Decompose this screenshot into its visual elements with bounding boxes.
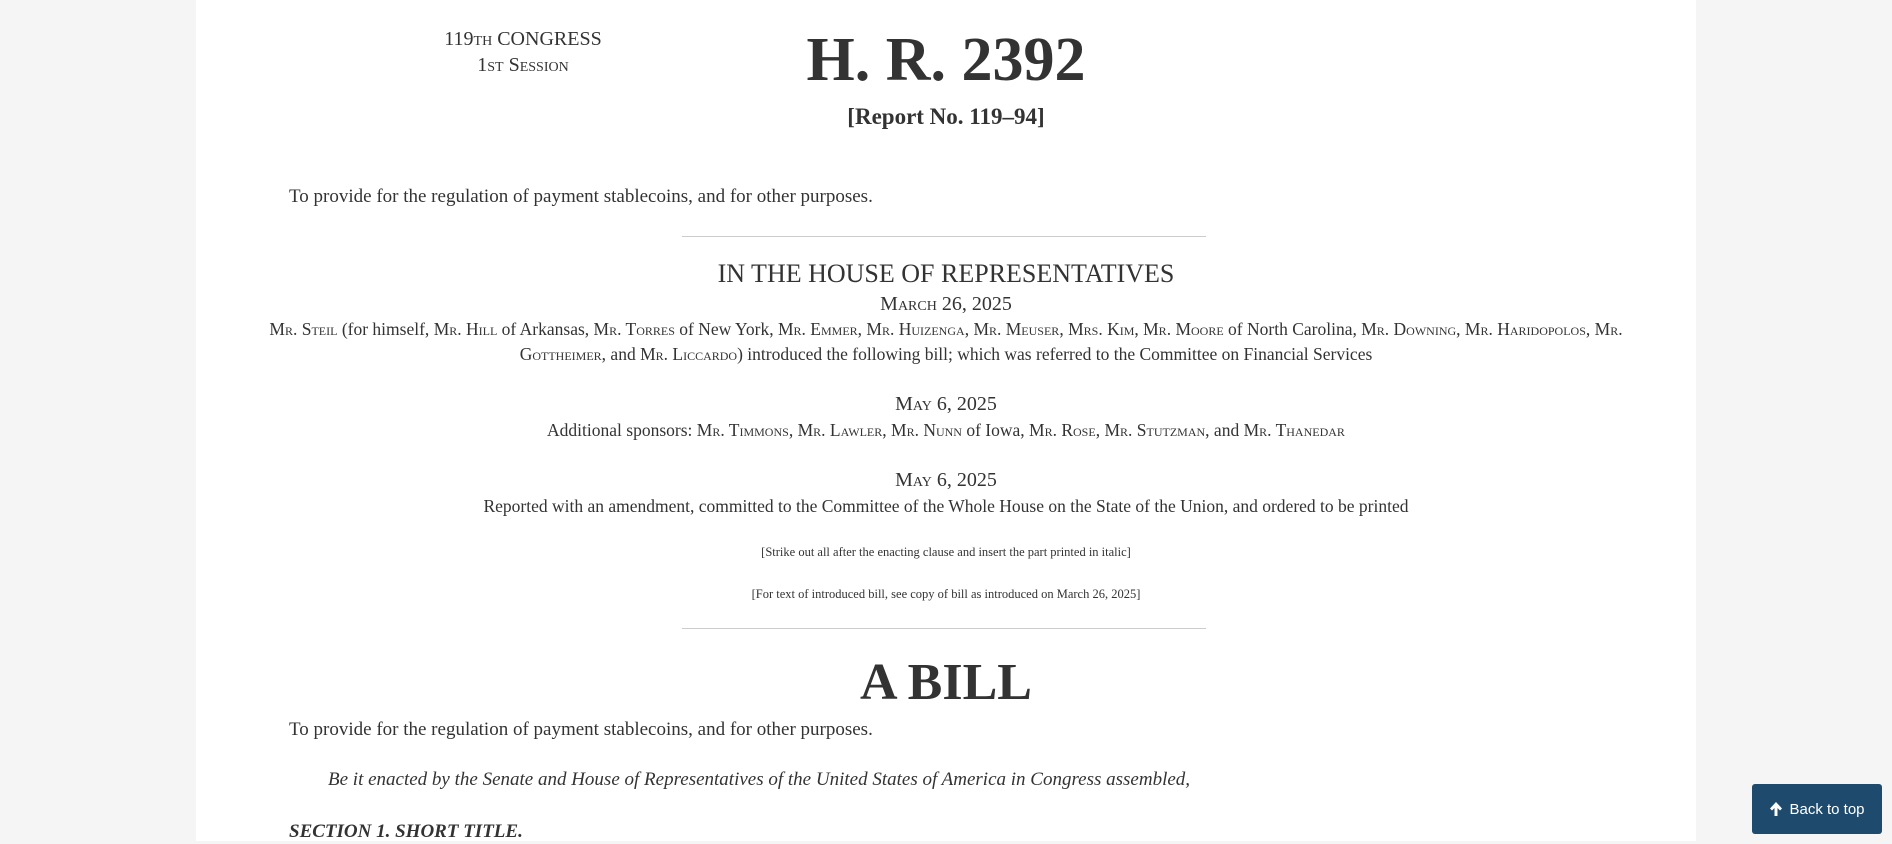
bill-number: H. R. 2392 (806, 26, 1086, 94)
introduced-text-note: [For text of introduced bill, see copy of bill as introduced on March 26, 2025] (751, 587, 1141, 601)
purpose-statement-bottom: To provide for the regulation of payment stablecoins, and for other purposes. (289, 719, 873, 740)
report-number: [Report No. 119–94] (847, 104, 1045, 129)
additional-sponsors: Additional sponsors: Mr. Timmons, Mr. Lawler, Mr. Nunn of Iowa, Mr. Rose, Mr. Stutzman, and Mr. Thanedar (547, 420, 1345, 440)
congress-line: 119th CONGRESS (444, 28, 602, 50)
back-to-top-button[interactable] (1752, 784, 1882, 834)
action-date-reported: May 6, 2025 (895, 469, 997, 491)
purpose-statement-top: To provide for the regulation of payment stablecoins, and for other purposes. (289, 186, 873, 207)
divider-bottom (682, 628, 1206, 629)
session-line: 1st Session (477, 54, 569, 76)
back-to-top-label: Back to top (1789, 800, 1865, 818)
strike-note: [Strike out all after the enacting clause and insert the part printed in italic] (761, 545, 1131, 559)
divider-top (682, 236, 1206, 237)
arrow-up-icon (1769, 801, 1783, 817)
action-date-introduced: March 26, 2025 (880, 293, 1012, 315)
reported-action-text: Reported with an amendment, committed to the Committee of the Whole House on the State of the Union, and ordered to be printed (483, 496, 1409, 516)
introduction-sponsors: Mr. Steil (for himself, Mr. Hill of Arkansas, Mr. Torres of New York, Mr. Emmer, Mr. Huizenga, Mr. Meuser, Mrs. Kim, Mr. Moore of North Carolina, Mr. Downing, Mr. Haridopolos, Mr. Gottheimer, and Mr. Liccardo) introduced the following bill; which was referred to the Committee on Financial Services (269, 319, 1623, 364)
action-date-additional-sponsors: May 6, 2025 (895, 393, 997, 415)
house-heading: IN THE HOUSE OF REPRESENTATIVES (717, 259, 1175, 288)
section-1-title: SECTION 1. SHORT TITLE. (289, 821, 523, 842)
bill-heading: A BILL (860, 654, 1032, 711)
bill-document (196, 0, 1696, 841)
enacting-clause: Be it enacted by the Senate and House of Representatives of the United States of America in Congress assembled, (328, 769, 1191, 790)
